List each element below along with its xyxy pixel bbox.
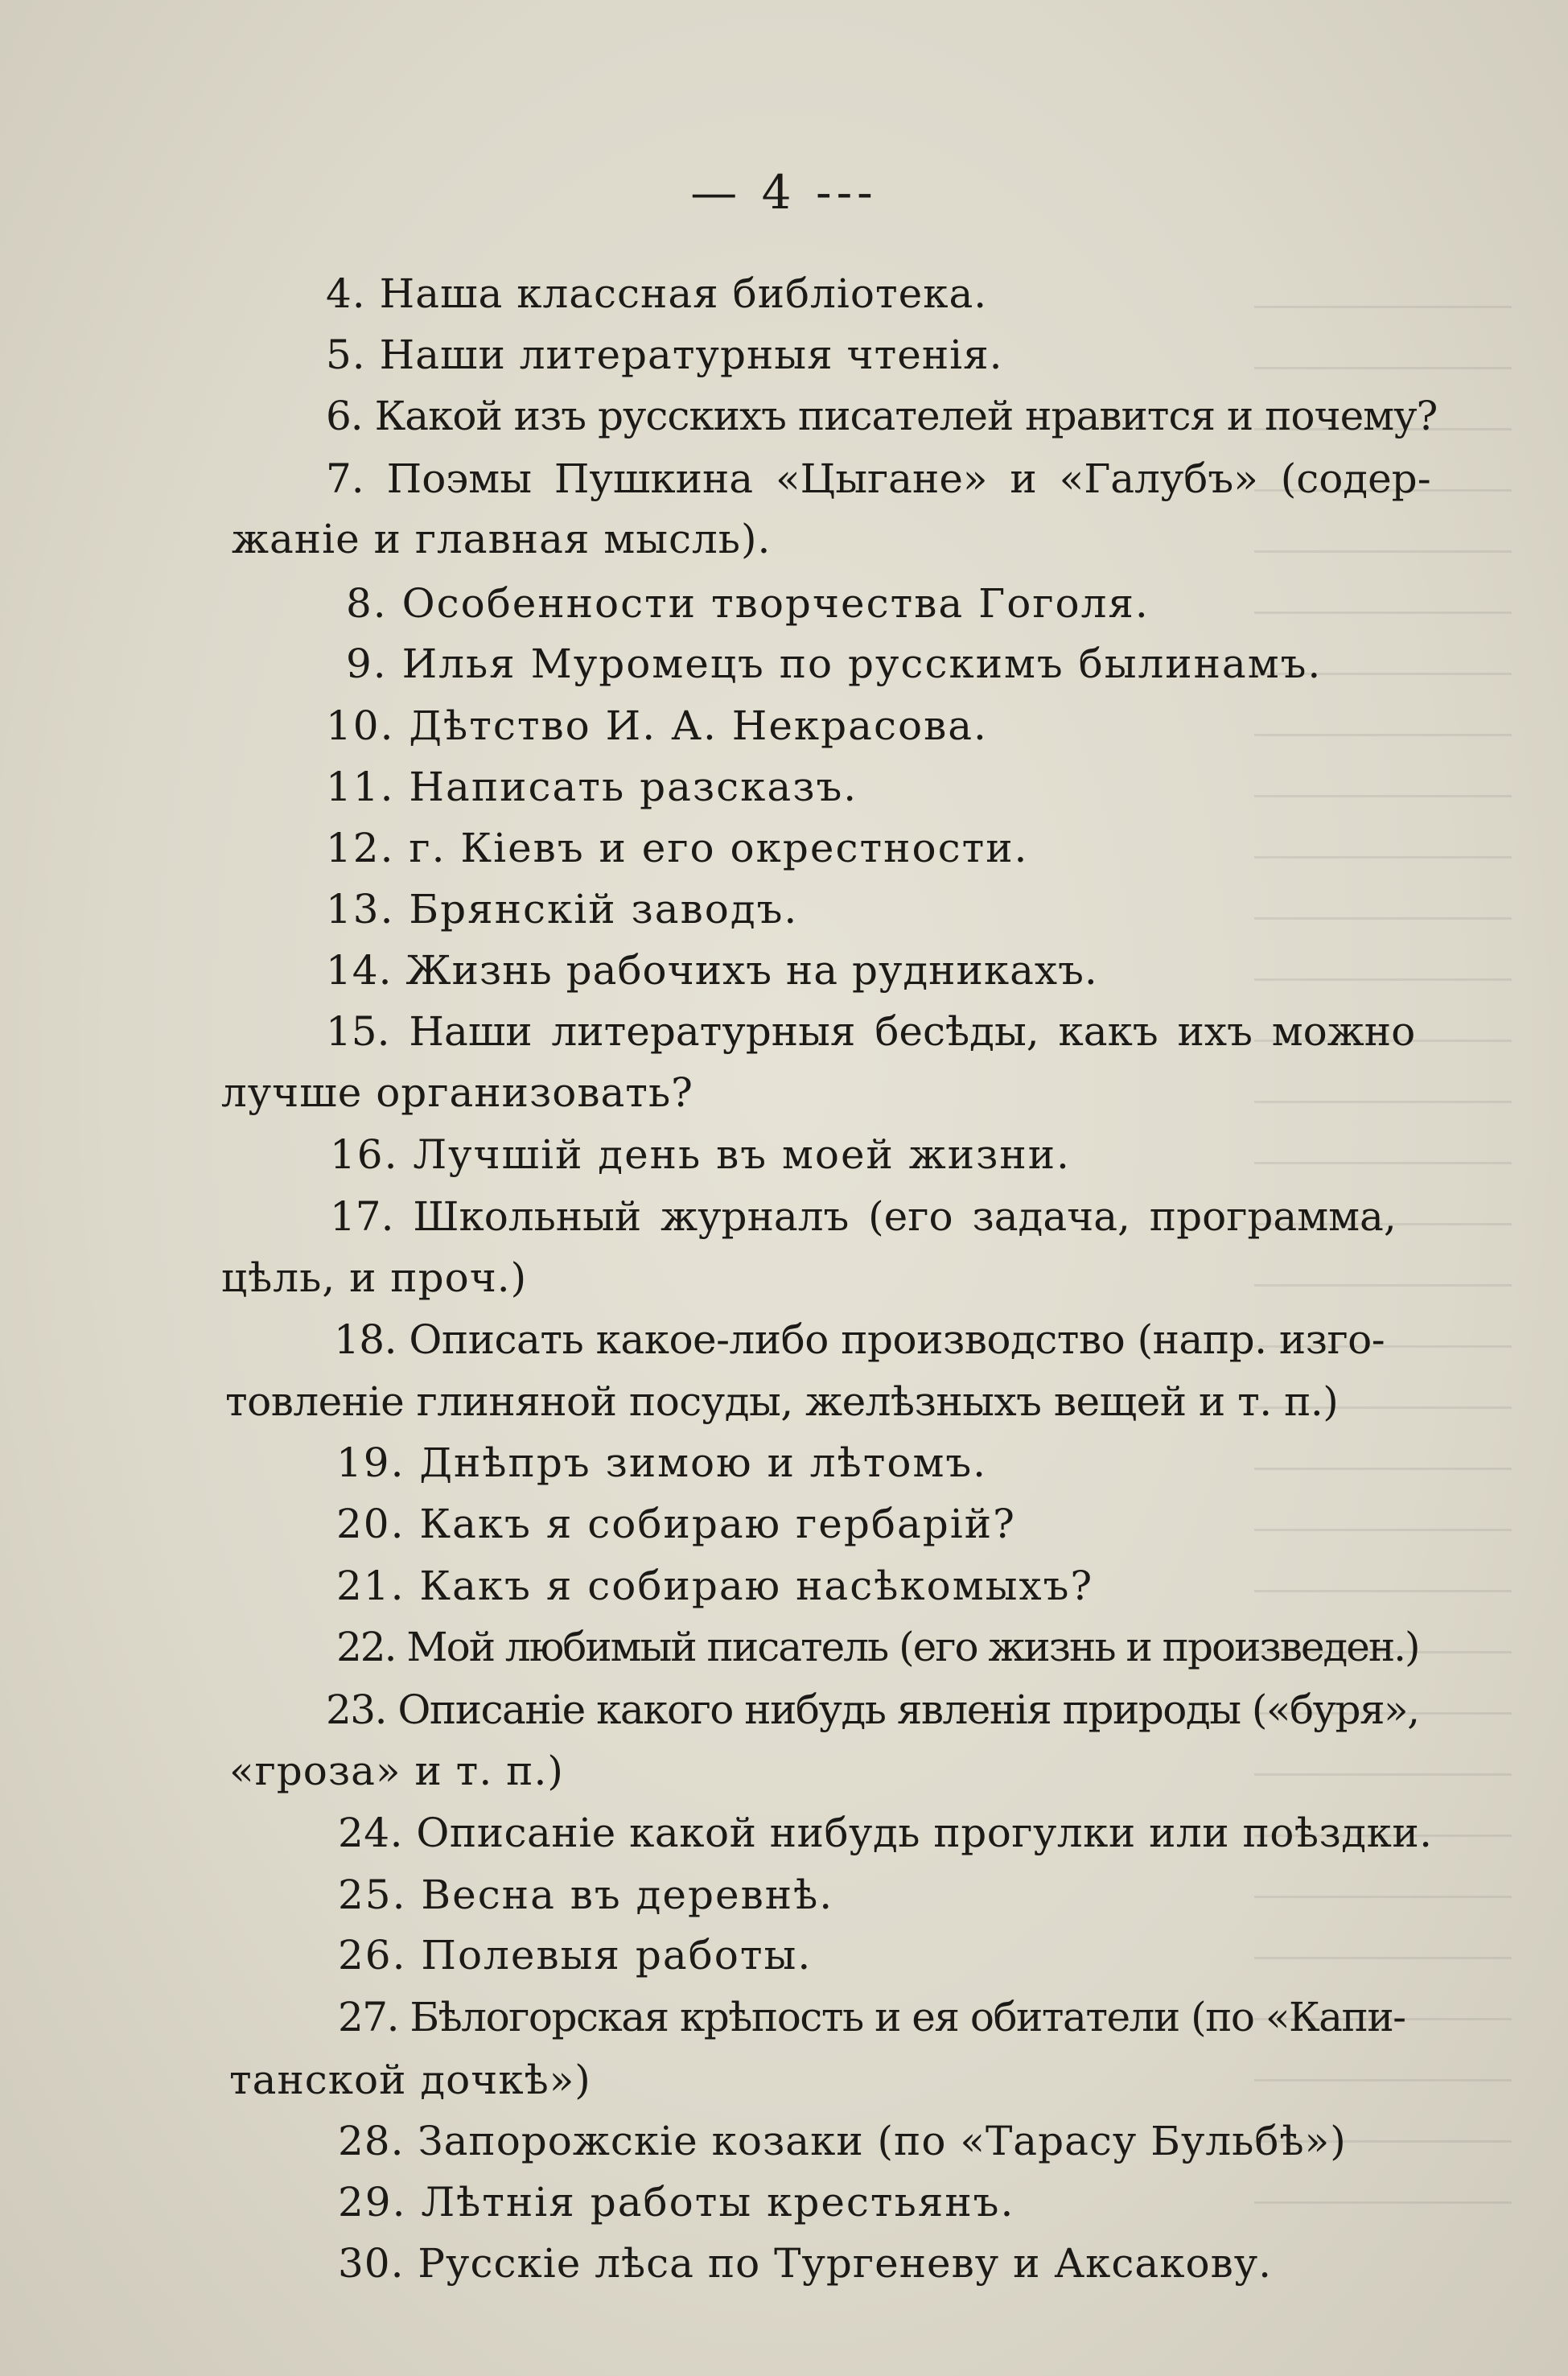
list-item-9: 9. Илья Муромецъ по русскимъ былинамъ. (346, 640, 1323, 687)
list-item-19: 19. Днѣпръ зимою и лѣтомъ. (336, 1439, 988, 1486)
list-item-4: 4. Наша классная библіотека. (326, 270, 988, 317)
list-item-14: 14. Жизнь рабочихъ на рудникахъ. (326, 947, 1098, 994)
list-item-23-cont: «гроза» и т. п.) (229, 1748, 564, 1794)
list-item-18: 18. Описать какое-либо производство (напр. изго- (334, 1316, 1385, 1363)
list-item-22: 22. Мой любимый писатель (его жизнь и произведен.) (336, 1624, 1419, 1670)
list-item-13: 13. Брянскій заводъ. (326, 886, 799, 933)
page-number: — 4 --- (690, 165, 878, 220)
list-item-24: 24. Описаніе какой нибудь прогулки или поѣздки. (338, 1810, 1433, 1856)
list-item-16: 16. Лучшій день въ моей жизни. (330, 1131, 1071, 1178)
list-item-6: 6. Какой изъ русскихъ писателей нравится и почему? (326, 393, 1438, 439)
list-item-17-cont: цѣль, и проч.) (221, 1254, 528, 1301)
list-item-23: 23. Описаніе какого нибудь явленія природы («буря», (326, 1686, 1419, 1733)
list-item-28: 28. Запорожскіе козаки (по «Тарасу Бульбѣ») (338, 2118, 1347, 2164)
list-item-15-cont: лучше организовать? (221, 1069, 693, 1116)
list-item-26: 26. Полевыя работы. (338, 1932, 813, 1979)
list-item-11: 11. Написать разсказъ. (326, 764, 858, 810)
list-item-12: 12. г. Кіевъ и его окрестности. (326, 825, 1029, 871)
list-item-7-cont: жаніе и главная мысль). (232, 516, 772, 562)
list-item-17: 17. Школьный журналъ (его задача, программа, (330, 1193, 1397, 1240)
list-item-10: 10. Дѣтство И. А. Некрасова. (326, 702, 988, 749)
list-item-25: 25. Весна въ деревнѣ. (338, 1872, 834, 1918)
list-item-7: 7. Поэмы Пушкина «Цыгане» и «Галубъ» (содер- (326, 455, 1431, 502)
bleed-through-shadow (1254, 306, 1512, 2237)
list-item-15: 15. Наши литературныя бесѣды, какъ ихъ можно (326, 1008, 1416, 1055)
list-item-29: 29. Лѣтнія работы крестьянъ. (338, 2179, 1015, 2226)
list-item-27: 27. Бѣлогорская крѣпость и ея обитатели (по «Капи- (338, 1994, 1405, 2040)
list-item-8: 8. Особенности творчества Гоголя. (346, 580, 1150, 627)
list-item-30: 30. Русскіе лѣса по Тургеневу и Аксакову. (338, 2240, 1273, 2287)
list-item-27-cont: танской дочкѣ») (229, 2057, 591, 2103)
list-item-5: 5. Наши литературныя чтенія. (326, 331, 1003, 378)
list-item-20: 20. Какъ я собираю гербарій? (336, 1501, 1016, 1547)
list-item-18-cont: товленіе глиняной посуды, желѣзныхъ вещей и т. п.) (225, 1378, 1339, 1425)
list-item-21: 21. Какъ я собираю насѣкомыхъ? (336, 1563, 1094, 1609)
